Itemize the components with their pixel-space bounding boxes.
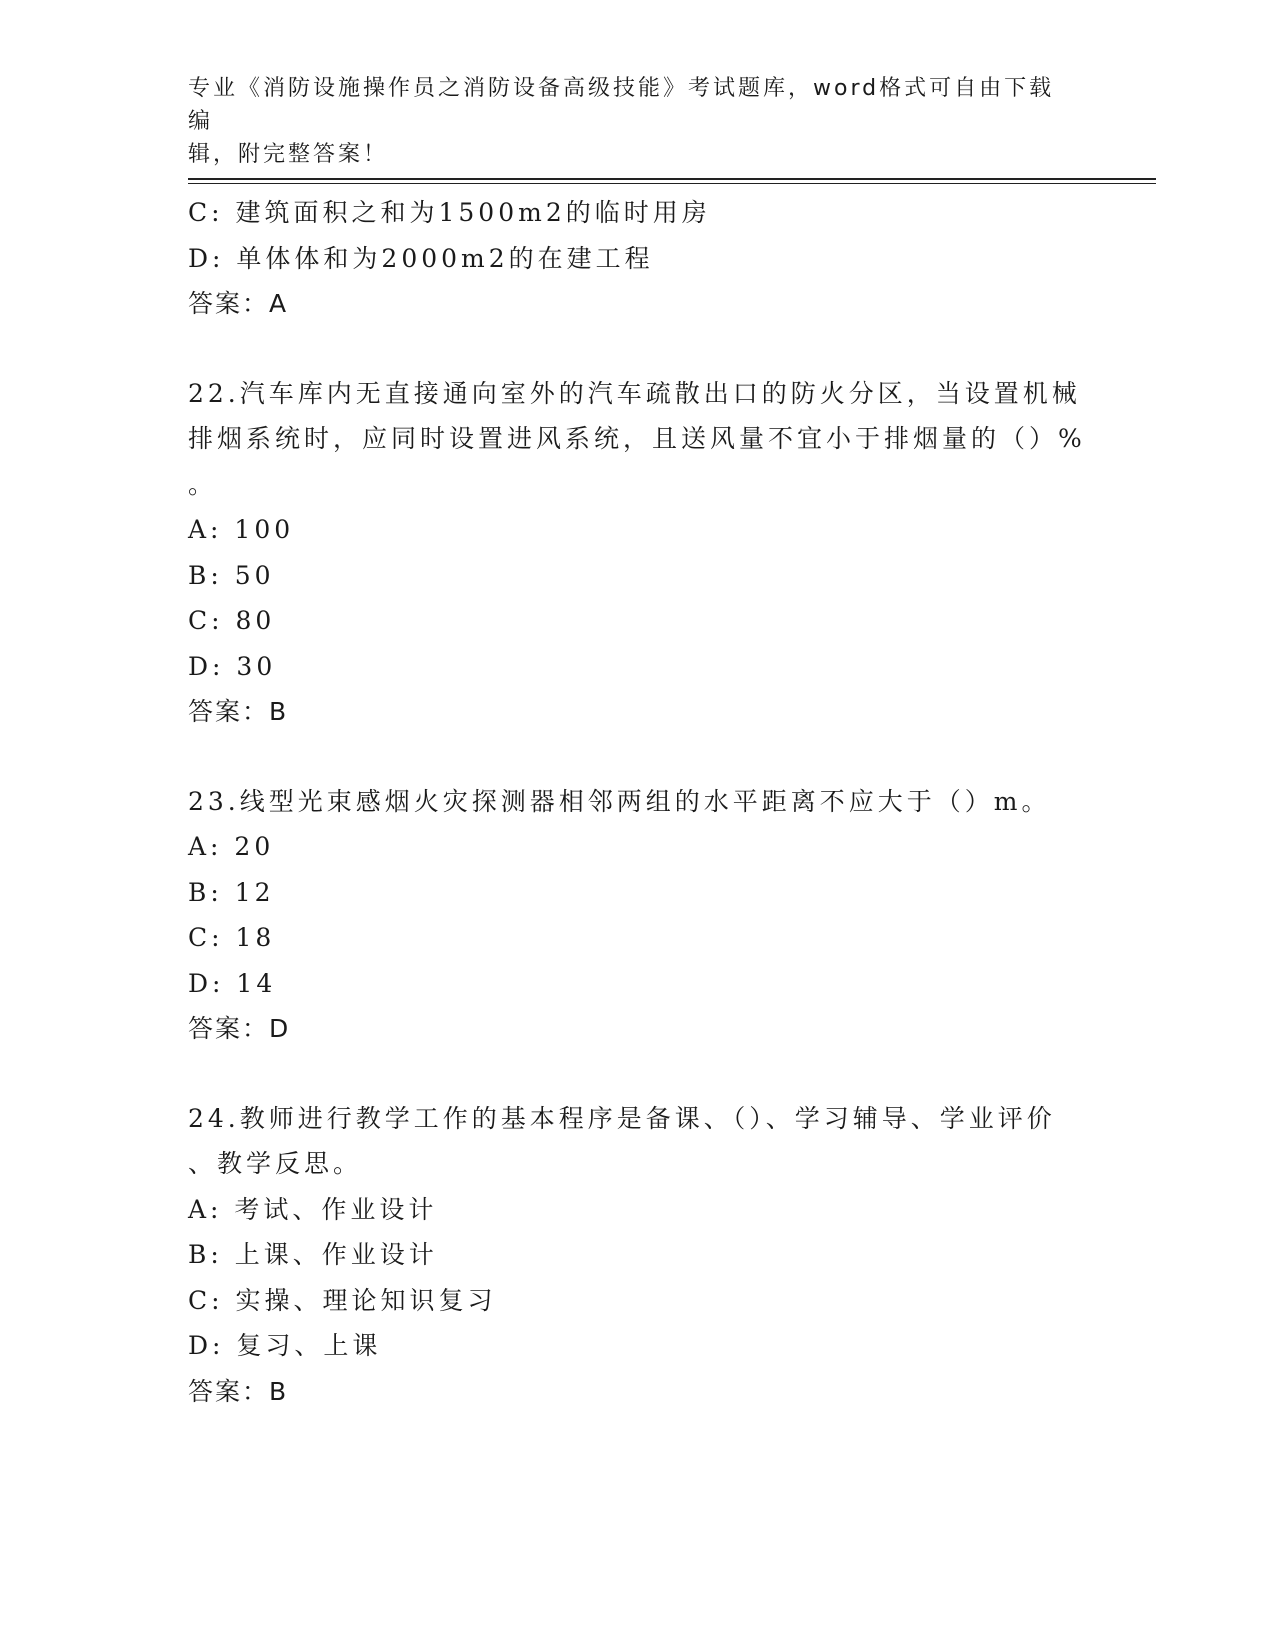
option-b: B: 上课、作业设计 (188, 1240, 438, 1269)
option-d: D: 单体体和为2000m2的在建工程 (188, 243, 654, 273)
option-c: C: 18 (188, 923, 276, 952)
option-d: D: 复习、上课 (188, 1331, 382, 1360)
option-d: D: 14 (188, 968, 277, 998)
option-a: A: 100 (188, 515, 295, 544)
question-text: 排烟系统时，应同时设置进风系统，且送风量不宜小于排烟量的（）% (188, 424, 1086, 453)
option-b: B: 12 (188, 877, 275, 907)
question-list (188, 190, 1088, 1414)
header-divider-thin (188, 183, 1156, 184)
answer-label: 答案：A (188, 289, 289, 318)
answer-label: 答案：B (188, 1376, 289, 1406)
question-block (188, 371, 1088, 735)
header-line-1: 专业《消防设施操作员之消防设备高级技能》考试题库，word格式可自由下载编 (188, 76, 1055, 134)
option-b: B: 50 (188, 560, 275, 590)
answer-label: 答案：B (188, 697, 289, 726)
question-text: 。 (188, 469, 218, 499)
question-text: 、教学反思。 (188, 1149, 363, 1178)
option-c: C: 80 (188, 606, 276, 635)
spacer (188, 1052, 1088, 1096)
question-block (188, 779, 1088, 1052)
question-text: 23.线型光束感烟火灾探测器相邻两组的水平距离不应大于（）m。 (188, 786, 1051, 816)
question-text: 24.教师进行教学工作的基本程序是备课、（）、学习辅导、学业评价 (188, 1103, 1056, 1133)
option-d: D: 30 (188, 651, 277, 681)
question-block (188, 1096, 1088, 1415)
question-text: 22.汽车库内无直接通向室外的汽车疏散出口的防火分区，当设置机械 (188, 378, 1081, 408)
spacer (188, 327, 1088, 371)
question-block (188, 190, 1088, 327)
answer-label: 答案：D (188, 1014, 291, 1043)
option-a: A: 考试、作业设计 (188, 1194, 438, 1224)
document-header (188, 72, 1078, 171)
option-c: C: 实操、理论知识复习 (188, 1285, 497, 1315)
header-divider-thick (188, 178, 1156, 180)
header-line-2: 辑，附完整答案！ (188, 142, 389, 167)
option-a: A: 20 (188, 832, 275, 861)
spacer (188, 735, 1088, 779)
option-c: C: 建筑面积之和为1500m2的临时用房 (188, 198, 711, 227)
